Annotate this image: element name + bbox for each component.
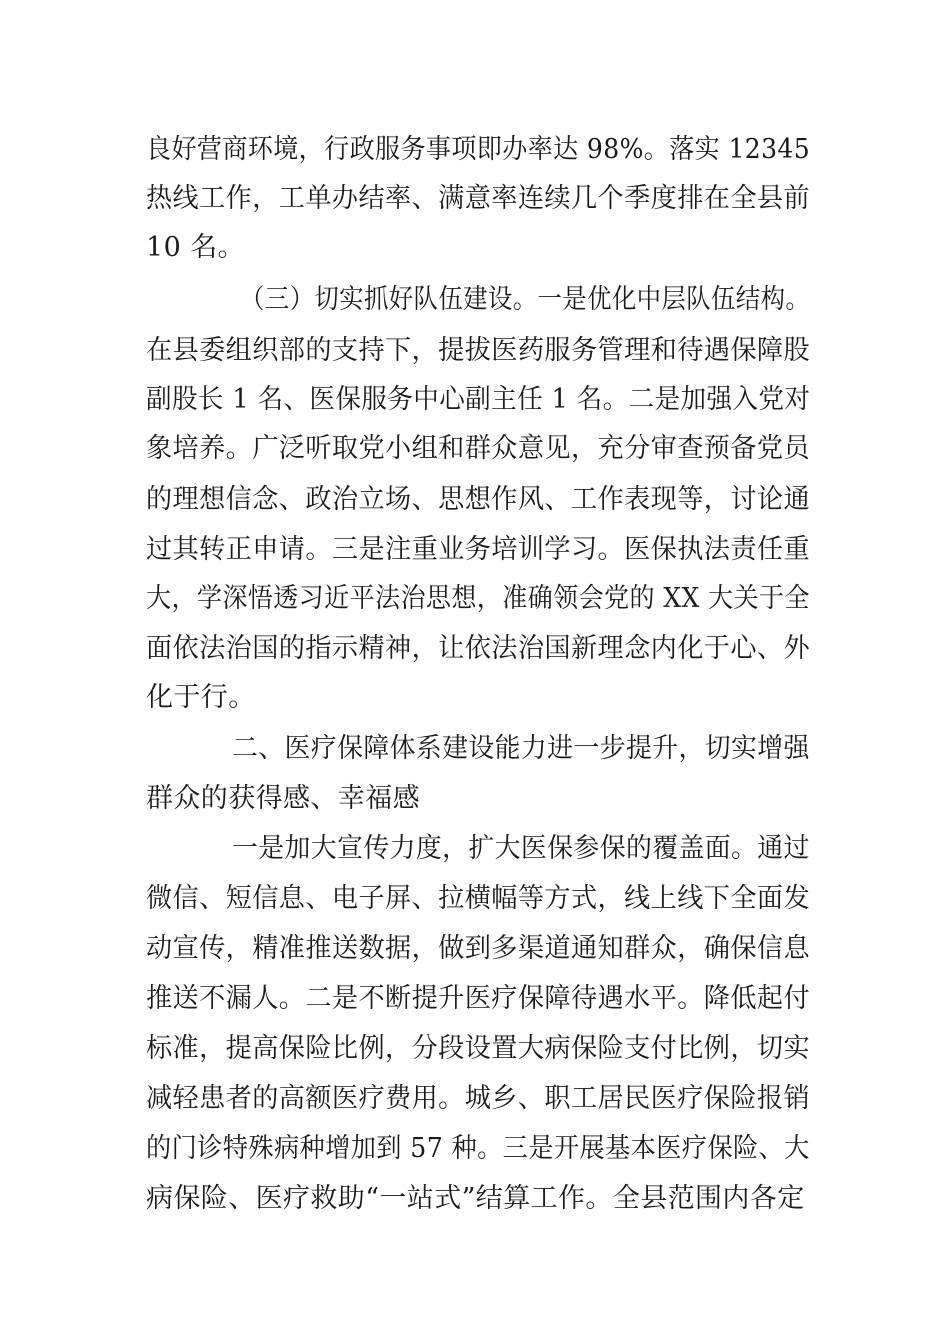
text-line: 标准，提高保险比例，分段设置大病保险支付比例，切实 [146,1033,810,1064]
text-line: 的理想信念、政治立场、思想作风、工作表现等，讨论通 [146,484,810,515]
text-line: 化于行。 [146,682,256,713]
text-line: 象培养。广泛听取党小组和群众意见，充分审查预备党员 [146,433,810,464]
text-line: 过其转正申请。三是注重业务培训学习。医保执法责任重 [146,534,810,565]
text-line: 的门诊特殊病种增加到 57 种。三是开展基本医疗保险、大 [146,1133,810,1164]
text-line: 推送不漏人。二是不断提升医疗保障待遇水平。降低起付 [146,983,810,1014]
text-line: 动宣传，精准推送数据，做到多渠道通知群众，确保信息 [146,933,810,964]
text-line: 微信、短信息、电子屏、拉横幅等方式，线上线下全面发 [146,883,810,914]
text-line: 在县委组织部的支持下，提拔医药服务管理和待遇保障股 [146,335,810,366]
text-line: 10 名。 [146,232,245,263]
text-line: 良好营商环境，行政服务事项即办率达 98%。落实 12345 [146,134,811,165]
text-line: 副股长 1 名、医保服务中心副主任 1 名。二是加强入党对 [146,384,811,415]
section-heading-line: （三）切实抓好队伍建设。一是优化中层队伍结构。 [240,284,811,315]
text-line: 大，学深悟透习近平法治思想，准确领会党的 XX 大关于全 [146,583,810,614]
text-line: 热线工作，工单办结率、满意率连续几个季度排在全县前 [146,183,810,214]
text-line: 减轻患者的高额医疗费用。城乡、职工居民医疗保险报销 [146,1083,810,1114]
chapter-heading-line: 二、医疗保障体系建设能力进一步提升，切实增强 [232,733,810,764]
text-line: 面依法治国的指示精神，让依法治国新理念内化于心、外 [146,633,810,664]
text-line: 一是加大宣传力度，扩大医保参保的覆盖面。通过 [232,833,810,864]
text-line: 病保险、医疗救助“一站式”结算工作。全县范围内各定 [146,1183,805,1214]
chapter-heading-line: 群众的获得感、幸福感 [146,783,420,814]
